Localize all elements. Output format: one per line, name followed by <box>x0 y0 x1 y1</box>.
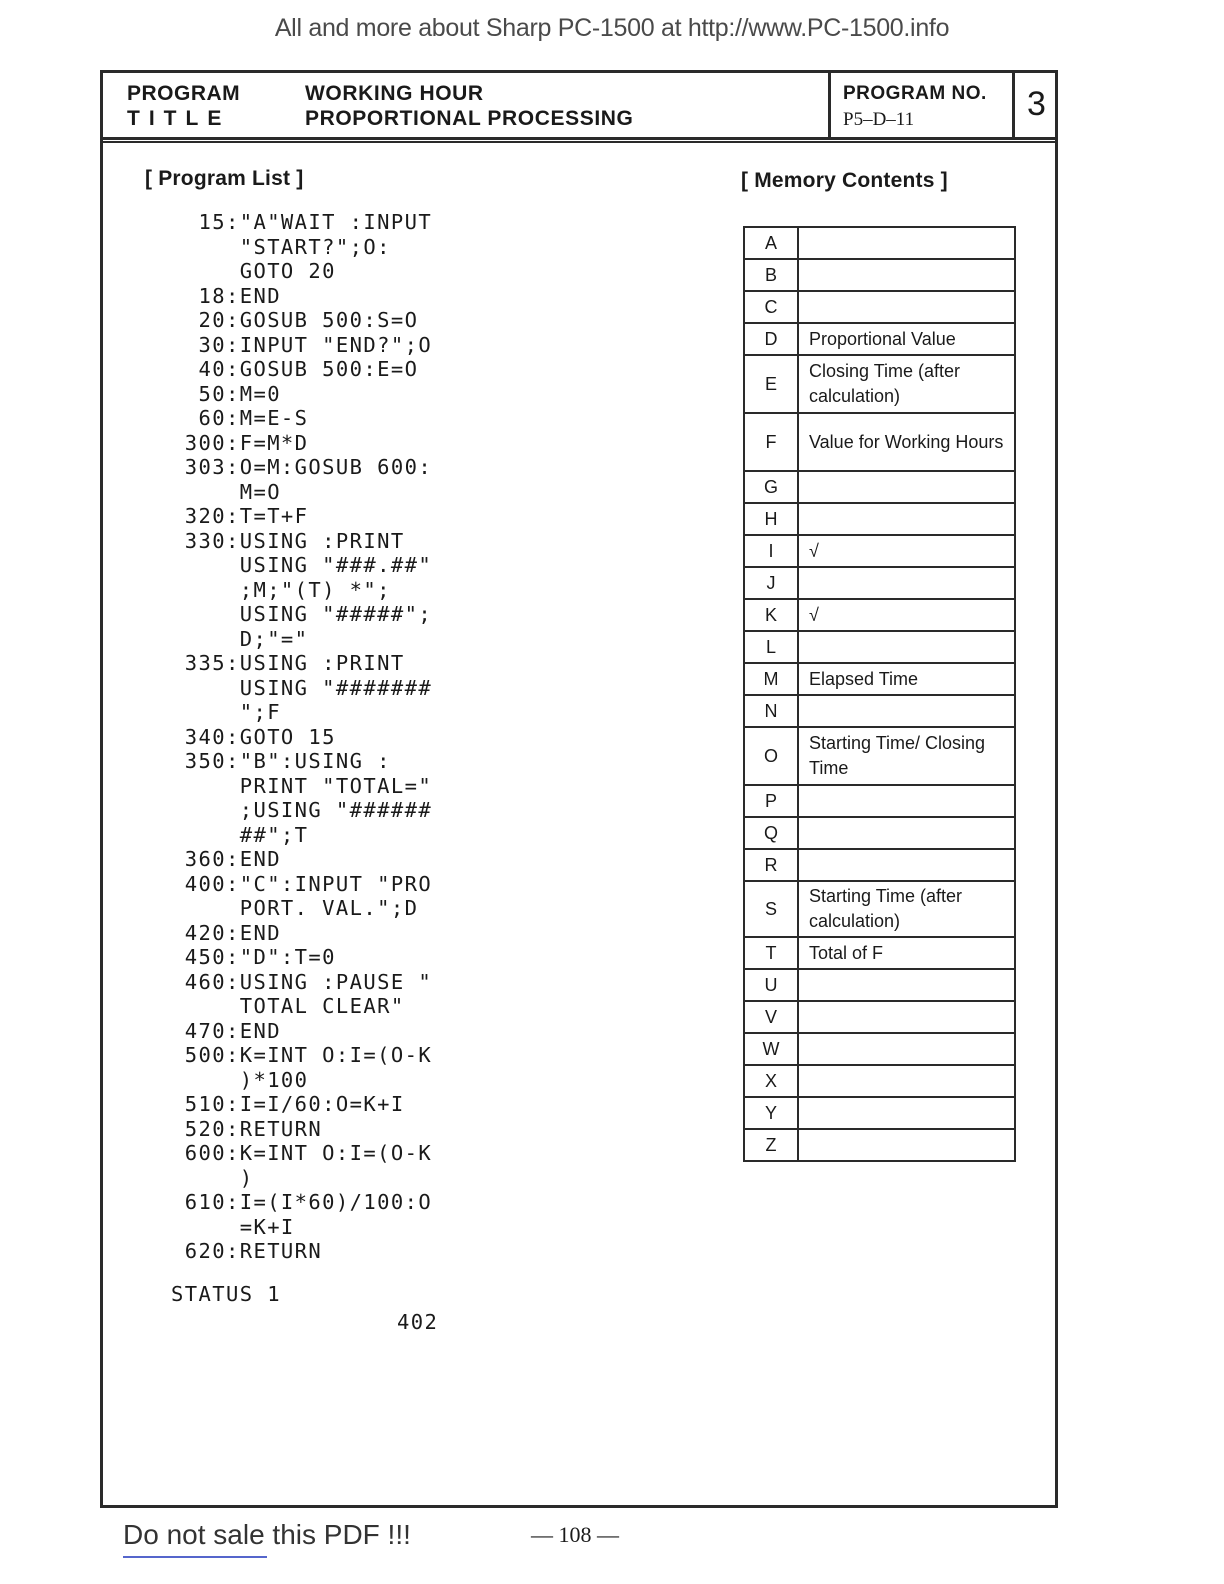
program-line: ##";T <box>171 822 309 847</box>
register-description: Value for Working Hours <box>798 413 1015 471</box>
program-line: M=O <box>171 479 281 504</box>
register-name: S <box>744 881 798 937</box>
memory-row <box>744 291 1015 323</box>
register-description <box>798 969 1015 1001</box>
register-name: X <box>744 1065 798 1097</box>
memory-row <box>744 1129 1015 1161</box>
register-name: N <box>744 695 798 727</box>
program-line: 460:USING :PAUSE " <box>171 969 433 994</box>
register-name: T <box>744 937 798 969</box>
register-description <box>798 695 1015 727</box>
program-line: 620:RETURN <box>171 1239 323 1263</box>
program-line: )*100 <box>171 1067 309 1092</box>
program-line: USING "#####"; <box>171 602 433 626</box>
memory-row <box>744 969 1015 1001</box>
memory-row <box>744 849 1015 881</box>
program-line: 60:M=E-S <box>171 406 309 430</box>
program-line: 360:END <box>171 847 281 871</box>
program-line: ;M;"(T) *"; <box>171 577 391 602</box>
page-index: 3 <box>1027 85 1046 123</box>
register-name: G <box>744 471 798 503</box>
register-description: √ <box>798 599 1015 631</box>
register-name: Z <box>744 1129 798 1161</box>
program-line: USING "###.##" <box>171 553 433 577</box>
memory-row <box>744 323 1015 355</box>
register-description <box>798 1001 1015 1033</box>
memory-table <box>743 226 1016 1162</box>
program-line: 20:GOSUB 500:S=O <box>171 308 419 332</box>
register-name: V <box>744 1001 798 1033</box>
memory-row <box>744 1065 1015 1097</box>
register-name: I <box>744 535 798 567</box>
program-line: 450:"D":T=0 <box>171 945 336 969</box>
program-line: "START?";O: <box>171 234 391 259</box>
memory-row <box>744 937 1015 969</box>
register-description <box>798 817 1015 849</box>
footer-link-underline <box>123 1556 267 1558</box>
program-line: 500:K=INT O:I=(O-K <box>171 1043 433 1067</box>
register-description <box>798 259 1015 291</box>
register-name: F <box>744 413 798 471</box>
program-line: ;USING "###### <box>171 798 433 822</box>
memory-row <box>744 1033 1015 1065</box>
memory-row <box>744 695 1015 727</box>
memory-row <box>744 1001 1015 1033</box>
register-description <box>798 291 1015 323</box>
program-line: D;"=" <box>171 626 309 651</box>
title-label: TITLE <box>127 107 231 130</box>
register-description <box>798 567 1015 599</box>
register-description <box>798 849 1015 881</box>
register-description <box>798 1065 1015 1097</box>
register-name: L <box>744 631 798 663</box>
register-description: Total of F <box>798 937 1015 969</box>
register-description <box>798 785 1015 817</box>
program-line: 303:O=M:GOSUB 600: <box>171 455 433 479</box>
program-line: ";F <box>171 700 281 724</box>
memory-row <box>744 503 1015 535</box>
program-line: 600:K=INT O:I=(O-K <box>171 1141 433 1165</box>
register-name: U <box>744 969 798 1001</box>
program-line: 610:I=(I*60)/100:O <box>171 1190 433 1214</box>
program-line: 40:GOSUB 500:E=O <box>171 357 419 381</box>
program-title-label <box>127 81 240 131</box>
program-number-label: PROGRAM NO. <box>843 83 987 104</box>
program-label: PROGRAM <box>127 82 241 105</box>
program-title <box>305 81 633 131</box>
register-name: K <box>744 599 798 631</box>
page-number: — 108 — <box>531 1522 619 1547</box>
memory-row <box>744 567 1015 599</box>
program-number-value: P5–D–11 <box>843 109 915 130</box>
memory-row <box>744 663 1015 695</box>
program-line: 50:M=0 <box>171 381 281 406</box>
memory-row <box>744 259 1015 291</box>
register-description: √ <box>798 535 1015 567</box>
program-listing <box>171 210 432 1264</box>
memory-row <box>744 881 1015 937</box>
register-name: D <box>744 323 798 355</box>
memory-row <box>744 471 1015 503</box>
register-name: A <box>744 227 798 259</box>
register-name: P <box>744 785 798 817</box>
register-description <box>798 1033 1015 1065</box>
register-name: Y <box>744 1097 798 1129</box>
site-banner: All and more about Sharp PC-1500 at http://www.PC-1500.info <box>274 14 950 42</box>
program-line: 520:RETURN <box>171 1116 323 1141</box>
memory-row <box>744 413 1015 471</box>
register-description: Starting Time/ Closing Time <box>798 727 1015 785</box>
footer-note: Do not sale this PDF !!! <box>123 1519 411 1550</box>
program-line: PORT. VAL.";D <box>171 896 419 920</box>
program-line: 420:END <box>171 920 281 945</box>
memory-row <box>744 727 1015 785</box>
header-divider <box>103 141 1055 143</box>
memory-row <box>744 227 1015 259</box>
program-line: 470:END <box>171 1018 281 1043</box>
program-line: 335:USING :PRINT <box>171 651 405 675</box>
register-name: Q <box>744 817 798 849</box>
register-description: Elapsed Time <box>798 663 1015 695</box>
register-name: O <box>744 727 798 785</box>
program-line: 330:USING :PRINT <box>171 528 405 553</box>
program-line: 400:"C":INPUT "PRO <box>171 871 433 896</box>
program-sheet <box>100 70 1058 1508</box>
program-line: 300:F=M*D <box>171 430 309 455</box>
register-description: Closing Time (after calculation) <box>798 355 1015 413</box>
program-line: GOTO 20 <box>171 259 336 283</box>
program-steps: 402 <box>397 1310 439 1334</box>
memory-row <box>744 785 1015 817</box>
register-description <box>798 227 1015 259</box>
program-line: USING "####### <box>171 675 433 700</box>
program-list-heading: [ Program List ] <box>145 167 304 190</box>
register-description <box>798 631 1015 663</box>
memory-row <box>744 817 1015 849</box>
register-name: B <box>744 259 798 291</box>
program-line: PRINT "TOTAL=" <box>171 773 433 798</box>
register-name: J <box>744 567 798 599</box>
program-line: 340:GOTO 15 <box>171 724 336 749</box>
memory-contents-heading: [ Memory Contents ] <box>741 169 948 192</box>
register-name: C <box>744 291 798 323</box>
memory-row <box>744 535 1015 567</box>
register-description <box>798 471 1015 503</box>
register-description: Proportional Value <box>798 323 1015 355</box>
program-title-line1: WORKING HOUR <box>305 82 484 105</box>
program-line: =K+I <box>171 1214 295 1239</box>
page-index-box <box>1012 73 1058 137</box>
program-line: 30:INPUT "END?";O <box>171 332 433 357</box>
program-line: ) <box>171 1165 254 1190</box>
program-line: 510:I=I/60:O=K+I <box>171 1092 405 1116</box>
register-description <box>798 1129 1015 1161</box>
register-description: Starting Time (after calculation) <box>798 881 1015 937</box>
register-name: R <box>744 849 798 881</box>
program-line: 18:END <box>171 283 281 308</box>
register-description <box>798 1097 1015 1129</box>
program-title-line2: PROPORTIONAL PROCESSING <box>305 107 634 130</box>
register-name: M <box>744 663 798 695</box>
register-name: E <box>744 355 798 413</box>
program-line: 350:"B":USING : <box>171 749 391 773</box>
register-name: W <box>744 1033 798 1065</box>
memory-row <box>744 599 1015 631</box>
program-line: 320:T=T+F <box>171 504 309 528</box>
status-line: STATUS 1 <box>171 1282 281 1306</box>
memory-row <box>744 355 1015 413</box>
register-description <box>798 503 1015 535</box>
register-name: H <box>744 503 798 535</box>
sheet-header <box>103 73 1055 140</box>
program-number-box <box>828 73 1015 137</box>
program-line: 15:"A"WAIT :INPUT <box>171 210 433 234</box>
memory-row <box>744 631 1015 663</box>
program-line: TOTAL CLEAR" <box>171 994 405 1018</box>
memory-row <box>744 1097 1015 1129</box>
